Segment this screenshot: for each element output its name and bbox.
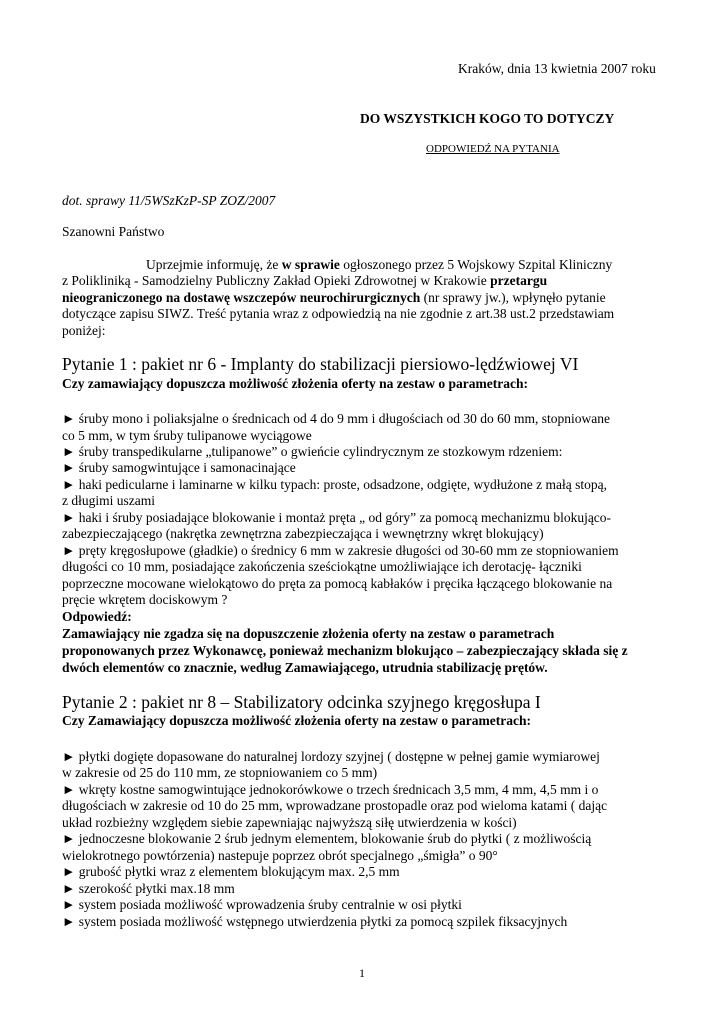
parameter-line: ► płytki dogięte dopasowane do naturalnej lordozy szyjnej ( dostępne w pełnej gamie wymiarowej: [62, 749, 600, 764]
parameter-line: w zakresie od 25 do 110 mm, ze stopniowaniem co 5 mm): [62, 765, 378, 780]
parameter-line: ► wkręty kostne samogwintujące jednokorówkowe o trzech średnicach 3,5 mm, 4 mm, 4,5 mm i o: [62, 782, 599, 797]
parameter-line: ► śruby transpedikularne „tulipanowe” o gwieńcie cylindrycznym ze stozkowym rdzeniem:: [62, 444, 563, 459]
parameter-line: z długimi uszami: [62, 493, 155, 508]
parameter-line: długościach w zakresie od 10 do 25 mm, wprowadzane prostopadle oraz pod wieloma katami ( dając: [62, 798, 608, 813]
salutation: Szanowni Państwo: [62, 224, 165, 239]
intro-line: Uprzejmie informuję, że w sprawie ogłoszonego przez 5 Wojskowy Szpital Kliniczny: [146, 257, 613, 272]
document-subtitle: ODPOWIEDŹ NA PYTANIA: [426, 143, 560, 155]
parameter-line: ► szerokość płytki max.18 mm: [62, 881, 235, 896]
question-2-text: Czy Zamawiający dopuszcza możliwość złożenia oferty na zestaw o parametrach:: [62, 713, 532, 728]
answer-line: dwóch elementów co znacznie, według Zamawiającego, utrudnia stabilizację prętów.: [62, 660, 548, 675]
answer-line: proponowanych przez Wykonawcę, ponieważ mechanizm blokująco – zabezpieczający składa się z: [62, 643, 628, 658]
parameter-line: ► śruby mono i poliaksjalne o średnicach od 4 do 9 mm i długościach od 30 do 60 mm, stopniowane: [62, 411, 611, 426]
question-2-heading: Pytanie 2 : pakiet nr 8 – Stabilizatory odcinka szyjnego kręgosłupa I: [62, 692, 541, 712]
parameter-line: ► śruby samogwintujące i samonacinające: [62, 460, 296, 475]
parameter-line: ► grubość płytki wraz z elementem blokującym max. 2,5 mm: [62, 864, 400, 879]
parameter-line: pręcie wkrętem dociskowym ?: [62, 592, 228, 607]
parameter-line: długości co 10 mm, posiadające zakończenia sześciokątne umożliwiające ich derotację- łączniki: [62, 559, 582, 574]
parameter-line: układ rozbieżny względem siebie zapewniając najwyższą siłę utwierdzenia w kości): [62, 815, 517, 830]
question-1-text: Czy zamawiający dopuszcza możliwość złożenia oferty na zestaw o parametrach:: [62, 376, 529, 391]
date-line: Kraków, dnia 13 kwietnia 2007 roku: [458, 61, 656, 76]
intro-line: nieograniczonego na dostawę wszczepów neurochirurgicznych (nr sprawy jw.), wpłynęło pytanie: [62, 290, 606, 305]
parameter-line: ► system posiada możliwość wprowadzenia śruby centralnie w osi płytki: [62, 897, 462, 912]
question-1-heading: Pytanie 1 : pakiet nr 6 - Implanty do stabilizacji piersiowo-lędźwiowej VI: [62, 354, 579, 374]
intro-line: poniżej:: [62, 323, 106, 338]
intro-line: z Polikliniką - Samodzielny Publiczny Zakład Opieki Zdrowotnej w Krakowie przetargu: [62, 273, 548, 288]
recipient-heading: DO WSZYSTKICH KOGO TO DOTYCZY: [360, 111, 615, 126]
parameter-line: ► system posiada możliwość wstępnego utwierdzenia płytki za pomocą szpilek fiksacyjnych: [62, 914, 568, 929]
parameter-line: ► haki i śruby posiadające blokowanie i montaż pręta „ od góry” za pomocą mechanizmu blokująco-: [62, 510, 612, 525]
answer-line: Zamawiający nie zgadza się na dopuszczenie złożenia oferty na zestaw o parametrach: [62, 626, 555, 641]
case-reference: dot. sprawy 11/5WSzKzP-SP ZOZ/2007: [62, 193, 276, 208]
parameter-line: wielokrotnego powtórzenia) nastepuje poprzez obrót specjalnego „śmigła” o 90°: [62, 848, 498, 863]
parameter-line: ► pręty kręgosłupowe (gładkie) o średnicy 6 mm w zakresie długości od 30-60 mm ze stopniowaniem: [62, 543, 619, 558]
parameter-line: poprzeczne mocowane wielokątowo do pręta za pomocą kabłaków i pręcika łączącego blokowanie na: [62, 576, 613, 591]
intro-line: dotyczące zapisu SIWZ. Treść pytania wraz z odpowiedzią na nie zgodnie z art.38 ust.2 przedstawiam: [62, 306, 615, 321]
parameter-line: co 5 mm, w tym śruby tulipanowe wyciągowe: [62, 428, 312, 443]
parameter-line: ► jednoczesne blokowanie 2 śrub jednym elementem, blokowanie śrub do płytki ( z możliwością: [62, 831, 592, 846]
answer-1-label: Odpowiedź:: [62, 609, 132, 624]
page-number: 1: [359, 966, 365, 980]
parameter-line: zabezpieczającego (nakrętka zewnętrzna zabezpieczająca i wewnętrzny wkręt blokujący): [62, 526, 544, 541]
parameter-line: ► haki pedicularne i laminarne w kilku typach: proste, odsadzone, odgięte, wydłużone z małą stopą,: [62, 477, 607, 492]
